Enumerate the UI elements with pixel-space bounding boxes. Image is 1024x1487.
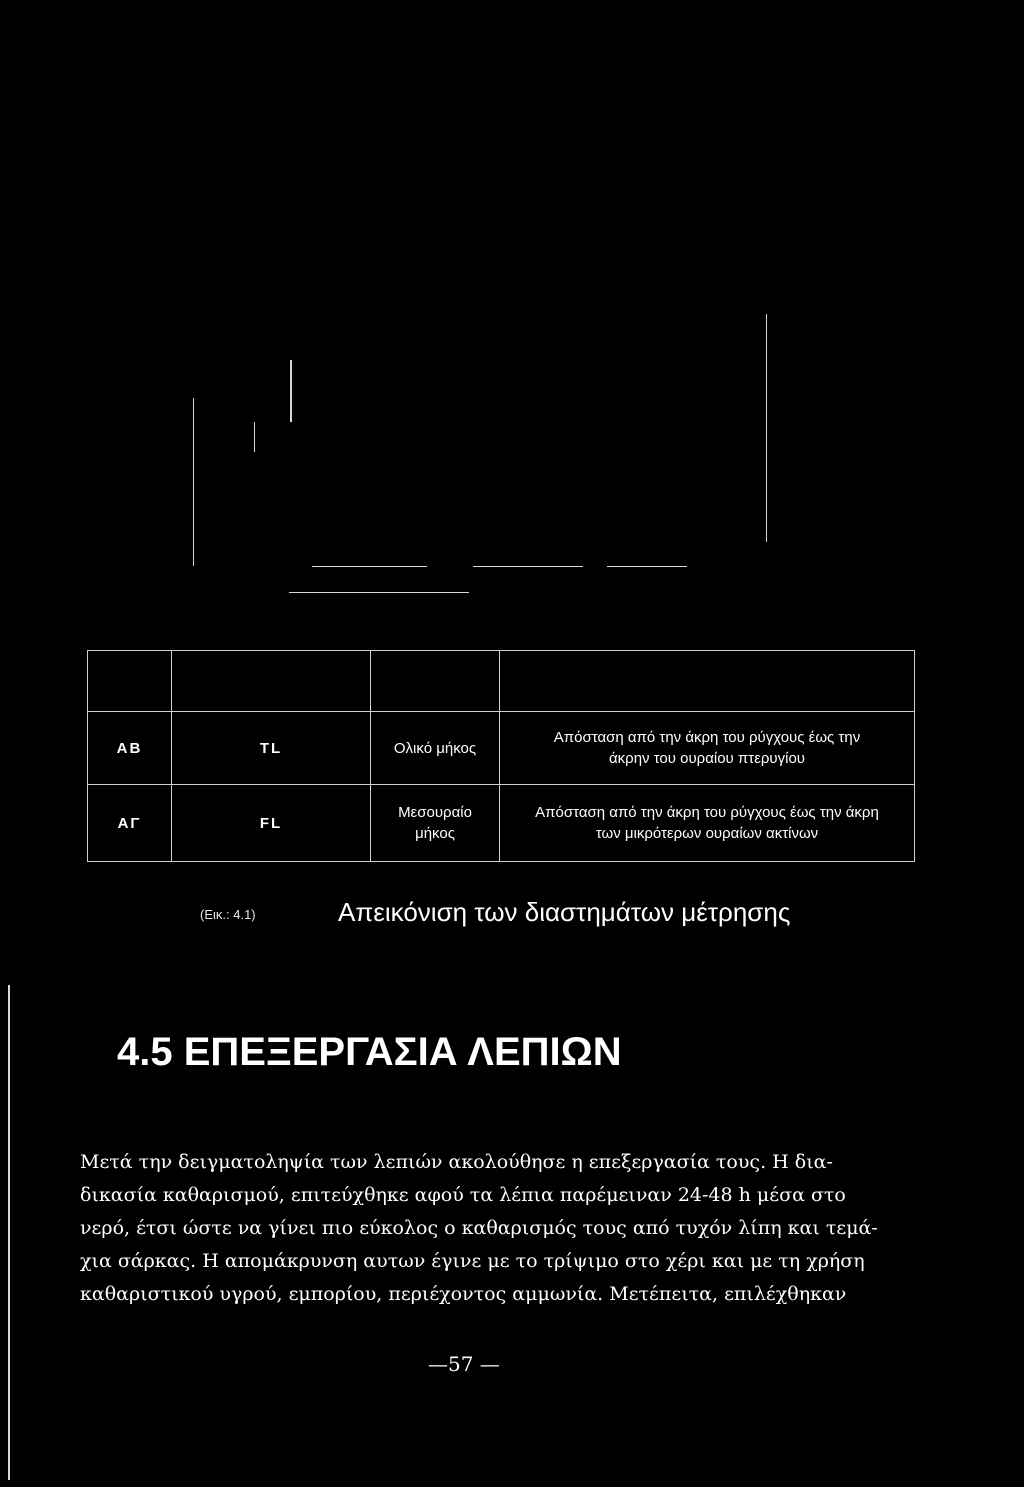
measurement-description-cell: Απόσταση από την άκρη του ρύγχους έως την άκρην του ουραίου πτερυγίου [500,712,915,785]
body-paragraph [80,1146,952,1311]
table-cell-empty [371,651,500,712]
figure-caption-label: (Εικ.: 4.1) [200,907,256,922]
segment-abbr-cell: ΑΓ [88,785,172,862]
table-row [88,785,915,862]
table-row [88,712,915,785]
paragraph-line: δικασία καθαρισμού, επιτεύχθηκε αφού τα λέπια παρέμειναν 24-48 h μέσα στο [80,1184,846,1206]
figure-caption-title: Απεικόνιση των διαστημάτων μέτρησης [338,897,791,927]
segment-abbr-cell: ΑΒ [88,712,172,785]
figure-line [473,566,583,567]
measurement-code-cell: FL [172,785,371,862]
paragraph-line: χια σάρκας. Η απομάκρυνση αυτων έγινε με το τρίψιμο στο χέρι και με τη χρήση [80,1250,865,1272]
measurement-table [87,650,915,862]
paragraph-line: καθαριστικού υγρού, εμπορίου, περιέχοντος αμμωνία. Μετέπειτα, επιλέχθηκαν [80,1283,847,1305]
table-cell-empty [500,651,915,712]
figure-line [312,566,427,567]
left-margin-rule [8,985,10,1480]
table-header-empty-row [88,651,915,712]
figure-line [290,360,292,422]
measurement-description-cell: Απόσταση από την άκρη του ρύγχους έως την άκρη των μικρότερων ουραίων ακτίνων [500,785,915,862]
figure-line [766,314,767,542]
table-cell-empty [172,651,371,712]
table-cell-empty [88,651,172,712]
measurement-name-cell: Μεσουραίο μήκος [371,785,500,862]
paragraph-line: νερό, έτσι ώστε να γίνει πιο εύκολος ο καθαρισμός τους από τυχόν λίπη και τεμά- [80,1217,878,1239]
page-number: —57 — [428,1352,500,1376]
figure-line [254,422,255,452]
figure-line [193,398,194,566]
paragraph-line: Μετά την δειγματοληψία των λεπιών ακολούθησε η επεξεργασία τους. Η δια- [80,1151,833,1173]
measurement-name-cell: Ολικό μήκος [371,712,500,785]
figure-line [607,566,687,567]
section-heading: 4.5 ΕΠΕΞΕΡΓΑΣΙΑ ΛΕΠΙΩΝ [117,1030,622,1074]
measurement-code-cell: TL [172,712,371,785]
figure-line [289,592,469,593]
